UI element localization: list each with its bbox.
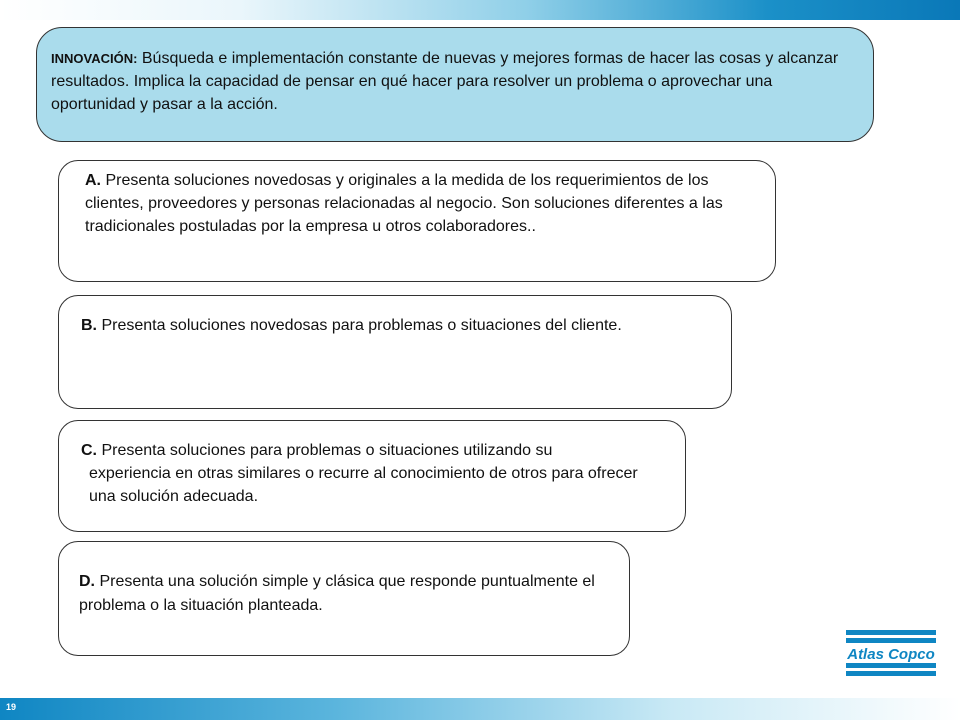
innovation-definition-box bbox=[36, 27, 874, 142]
top-gradient-bar bbox=[0, 0, 960, 20]
level-a-text: Presenta soluciones novedosas y originales a la medida de los requerimientos de los clientes, proveedores y personas relacionadas al negocio. Son soluciones diferentes a las tradicionales postuladas por la empresa u otros colaboradores.. bbox=[85, 172, 723, 235]
level-a-letter: A. bbox=[85, 172, 101, 189]
level-d-text: Presenta una solución simple y clásica que responde puntualmente el problema o la situación planteada. bbox=[79, 573, 595, 614]
level-c-text-rest: experiencia en otras similares o recurre al conocimiento de otros para ofrecer una solución adecuada. bbox=[89, 465, 638, 505]
page-number: 19 bbox=[6, 702, 17, 712]
bottom-gradient-bar bbox=[0, 698, 960, 720]
level-b-box bbox=[58, 295, 732, 409]
level-b-text: Presenta soluciones novedosas para problemas o situaciones del cliente. bbox=[97, 317, 622, 334]
level-b-letter: B. bbox=[81, 317, 97, 334]
level-d-letter: D. bbox=[79, 573, 95, 590]
level-d-box bbox=[58, 541, 630, 656]
level-c-letter: C. bbox=[81, 442, 97, 459]
definition-term: INNOVACIÓN: bbox=[51, 51, 138, 66]
level-c-box bbox=[58, 420, 686, 532]
level-a-box bbox=[58, 160, 776, 282]
definition-text: Búsqueda e implementación constante de nuevas y mejores formas de hacer las cosas y alcanzar resultados. Implica la capacidad de pensar en qué hacer para resolver un problema o aprovechar una oportunidad y pasar a la acción. bbox=[51, 50, 839, 113]
logo-wordmark: Atlas Copco bbox=[847, 646, 935, 663]
level-c-text-first: Presenta soluciones para problemas o situaciones utilizando su bbox=[97, 442, 553, 459]
atlas-copco-logo bbox=[846, 630, 936, 676]
